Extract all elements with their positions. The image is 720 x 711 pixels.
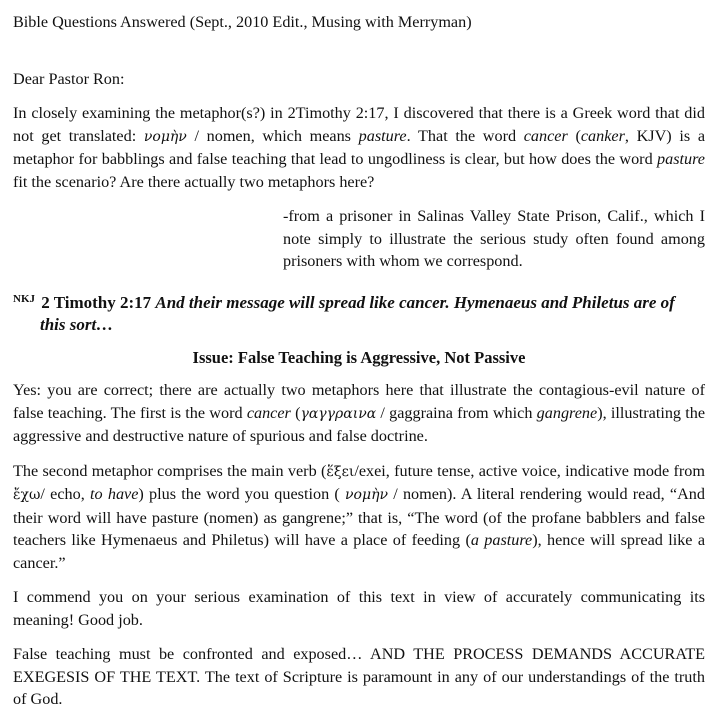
question-paragraph: In closely examining the metaphor(s?) in 2Timothy 2:17, I discovered that there is a Greek word that did not get translated: νομὴν / nomen, which means pasture. That the word cancer (canker, KJV) is a metaphor for babblings and false teaching that lead to ungodliness is clear, but how does the word pasture fit the scenario? Are there actually two metaphors here? bbox=[13, 104, 705, 191]
emphasis-pasture: pasture bbox=[358, 126, 407, 145]
emphasis-pasture-2: pasture bbox=[657, 150, 705, 168]
answer-paragraph-2: The second metaphor comprises the main verb (ἕξει/exei, future tense, active voice, indicative mode from ἔχω/ echo, to have) plus the word you question ( νομὴν / nomen). A literal rendering would read, “And their word will have pasture (nomen) as gangrene;” that is, “The word (of the profane babblers and false teachers like Hymenaeus and Philetus) will have a place of feeding (a pasture), hence will spread like a cancer.” bbox=[13, 461, 706, 572]
issue-heading: Issue: False Teaching is Aggressive, Not Passive bbox=[192, 347, 526, 367]
document-header: Bible Questions Answered (Sept., 2010 Edit., Musing with Merryman) bbox=[13, 13, 472, 31]
emphasis-cancer: cancer bbox=[523, 126, 568, 145]
verse-citation bbox=[13, 288, 705, 337]
emphasis-to-have: to have bbox=[90, 485, 139, 503]
emphasis-a-pasture: a pasture bbox=[470, 531, 533, 549]
verse-text-line-1: And their message will spread like cancer. Hymenaeus and Philetus are of bbox=[155, 292, 675, 312]
greek-word-nomen-answer: νομὴν bbox=[345, 487, 388, 503]
version-label: NKJ bbox=[13, 292, 35, 305]
greek-word-gaggraina: γαγγραινα bbox=[300, 405, 377, 422]
document-page bbox=[13, 11, 705, 711]
verse-text-line-2: this sort… bbox=[40, 315, 114, 334]
answer-paragraph-1: Yes: you are correct; there are actually two metaphors here that illustrate the contagious-evil nature of false teaching. The first is the word cancer (γαγγραινα / gaggraina from which gangrene), illustrating the aggressive and destructive nature of spurious and false doctrine. bbox=[13, 381, 706, 445]
verse-reference: 2 Timothy 2:17 bbox=[41, 292, 152, 312]
greek-word-exei: ἕξει bbox=[326, 463, 355, 480]
attribution: -from a prisoner in Salinas Valley State Prison, Calif., which I note simply to illustrate the serious study often found among prisoners with whom we correspond. bbox=[283, 207, 705, 270]
greek-word-nomen: νομὴν bbox=[143, 128, 187, 145]
answer-paragraph-4: False teaching must be confronted and exposed… AND THE PROCESS DEMANDS ACCURATE EXEGESIS OF THE TEXT. The text of Scripture is paramount in any of our understandings of the truth of God. bbox=[13, 645, 705, 708]
salutation: Dear Pastor Ron: bbox=[13, 69, 125, 88]
emphasis-cancer-answer: cancer bbox=[246, 403, 291, 422]
emphasis-canker: canker bbox=[580, 126, 625, 145]
answer-paragraph-3: I commend you on your serious examination of this text in view of accurately communicating its meaning! Good job. bbox=[13, 588, 705, 629]
emphasis-gangrene: gangrene bbox=[536, 403, 598, 422]
greek-word-echo: ἔχω bbox=[13, 487, 41, 503]
